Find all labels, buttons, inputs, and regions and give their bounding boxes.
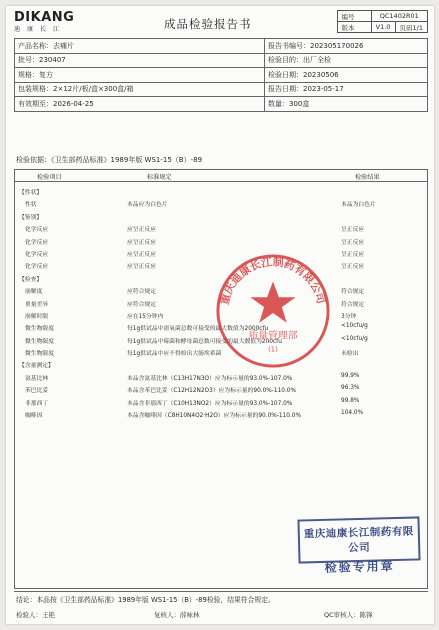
test-result: 3分钟	[341, 313, 357, 320]
quantity: 数量：300盒	[265, 97, 428, 112]
standard-spec: 每1g供试品中需氧菌总数可接受的最大数值为2000cfu	[127, 326, 269, 333]
batch-number: 批号：230407	[15, 53, 265, 68]
info-row	[15, 97, 428, 112]
standard-spec: 应呈正反应	[127, 239, 156, 246]
section-row	[15, 184, 427, 196]
result-row	[15, 395, 427, 407]
test-item: 化学反应	[25, 239, 49, 246]
section-title: 【含量测定】	[19, 363, 54, 370]
meta-row	[337, 11, 427, 22]
info-row	[15, 39, 428, 54]
seal-star-icon	[250, 282, 295, 323]
test-result: <10cfu/g	[341, 323, 368, 330]
section-title: 【性状】	[19, 190, 43, 196]
test-result: 呈正反应	[341, 264, 365, 271]
logo-mark: DIKANG	[14, 10, 75, 25]
info-row	[15, 68, 428, 83]
report-header	[14, 8, 428, 36]
inspection-date: 检验日期：20230506	[265, 68, 428, 83]
col-result: 检验结果	[355, 174, 380, 181]
meta-page-label: 页码	[399, 23, 413, 32]
standard-spec: 本品含非那西丁（C10H13NO2）应为标示量的93.0%-107.0%	[127, 400, 293, 407]
standard-spec: 本品含氨基比林（C13H17N3O）应为标示量的93.0%-107.0%	[127, 375, 293, 382]
expiry-date: 有效期至：2026-04-25	[15, 97, 265, 112]
standard-spec: 应符合规定	[127, 301, 156, 308]
test-item: 化学反应	[25, 251, 49, 258]
meta-label: 版本	[337, 22, 371, 33]
meta-page-value: 1/1	[412, 23, 423, 32]
test-result: 99.8%	[341, 397, 360, 404]
test-item: 微生物限度	[25, 326, 54, 333]
info-row	[15, 53, 428, 68]
test-item: 非那西丁	[25, 400, 49, 407]
standard-spec: 应呈正反应	[127, 264, 156, 271]
section-title: 【鉴别】	[19, 214, 43, 221]
report-date: 报告日期：2023-05-17	[265, 82, 428, 97]
standard-spec: 应呈正反应	[127, 227, 156, 234]
test-item: 苯巴比妥	[25, 388, 49, 395]
seal-center-text: 质量管理部	[248, 330, 298, 342]
standard-spec: 应符合规定	[127, 289, 156, 296]
test-result: 104.0%	[341, 410, 364, 417]
test-item: 化学反应	[25, 227, 49, 234]
test-result: 本品为白色片	[341, 202, 376, 209]
test-result: 符合规定	[341, 289, 365, 296]
test-item: 崩解时限	[25, 313, 49, 320]
standard-spec: 本品含苯巴比妥（C12H12N2O3）应为标示量的90.0%-110.0%	[127, 388, 296, 395]
meta-page	[395, 22, 427, 33]
product-info-table	[14, 38, 428, 112]
test-item: 微生物限度	[25, 338, 54, 345]
section-row	[15, 209, 427, 221]
conclusion: 结论：本品按《卫生部药品标准》1989年版 WS1-15（B）-89检验，结果符合规定。	[16, 596, 275, 604]
results-header	[15, 170, 427, 182]
test-result: 未检出	[341, 351, 359, 358]
stamp-company: 重庆迪康长江制药有限公司	[303, 525, 414, 555]
info-row	[15, 82, 428, 97]
packaging-spec: 包装规格：2×12片/板/盒×300盒/箱	[15, 82, 265, 97]
standard-spec: 每1g供试品中应不得检出大肠埃希菌	[127, 351, 222, 358]
footer-divider	[14, 591, 428, 592]
standard-spec: 每1g供试品中霉菌和酵母菌总数可接受的最大数值为200cfu	[127, 338, 282, 345]
col-item: 检验项目	[37, 174, 62, 181]
standard-spec: 本品应为白色片	[127, 202, 168, 209]
result-row	[15, 407, 427, 419]
col-standard: 标准规定	[147, 174, 172, 181]
result-row	[15, 221, 427, 233]
quality-department-seal	[214, 252, 332, 370]
result-row	[15, 234, 427, 246]
inspection-stamp	[297, 516, 420, 575]
inspector-signature: 检验人：王艳	[16, 611, 55, 619]
inspection-purpose: 检验目的：出厂全检	[265, 53, 428, 68]
test-result: 96.3%	[341, 385, 360, 392]
inspection-basis: 检验依据：《卫生部药品标准》1989年版 WS1-15（B）-89	[16, 156, 203, 164]
document-meta-table	[337, 10, 428, 33]
logo-subtitle: 迪康长江	[14, 26, 67, 33]
section-title: 【检查】	[19, 276, 43, 283]
standard-spec: 应在15分钟内	[127, 313, 164, 320]
seal-number: (1)	[268, 345, 278, 354]
test-item: 重量差异	[25, 301, 49, 308]
meta-row	[337, 22, 427, 33]
test-result: 呈正反应	[341, 251, 365, 258]
meta-value: V1.0	[371, 22, 395, 33]
test-result: 呈正反应	[341, 227, 365, 234]
stamp-purpose: 检验专用章	[324, 559, 395, 575]
test-item: 咖啡因	[25, 413, 43, 420]
test-result: 呈正反应	[341, 239, 365, 246]
meta-label: 编号	[337, 11, 371, 22]
test-result: 符合规定	[341, 301, 365, 308]
result-row	[15, 370, 427, 382]
qc-reviewer-signature: QC审核人：陈锋	[324, 611, 373, 619]
test-item: 微生物限度	[25, 351, 54, 358]
test-item: 崩解度	[25, 289, 43, 296]
company-logo	[14, 10, 92, 34]
product-name: 产品名称：去痛片	[15, 39, 265, 54]
standard-spec: 本品含咖啡因（C8H10N4O2·H2O）应为标示量的90.0%-110.0%	[127, 413, 301, 420]
seal-ring-text: 重庆迪康长江制药有限公司	[218, 255, 328, 307]
document-title: 成品检验报告书	[164, 17, 252, 31]
test-item: 性状	[25, 202, 37, 209]
reviewer-signature: 复核人：薛咏林	[154, 611, 200, 619]
meta-value: QC1402R01	[371, 11, 427, 22]
result-row	[15, 196, 427, 208]
specification: 规格：复方	[15, 68, 265, 83]
report-sheet	[6, 6, 434, 624]
test-item: 化学反应	[25, 264, 49, 271]
test-item: 氨基比林	[25, 375, 49, 382]
test-result: <10cfu/g	[341, 335, 368, 342]
test-result: 99.9%	[341, 372, 360, 379]
standard-spec: 应呈正反应	[127, 251, 156, 258]
result-row	[15, 382, 427, 394]
report-number: 报告书编号：202305170026	[265, 39, 428, 54]
